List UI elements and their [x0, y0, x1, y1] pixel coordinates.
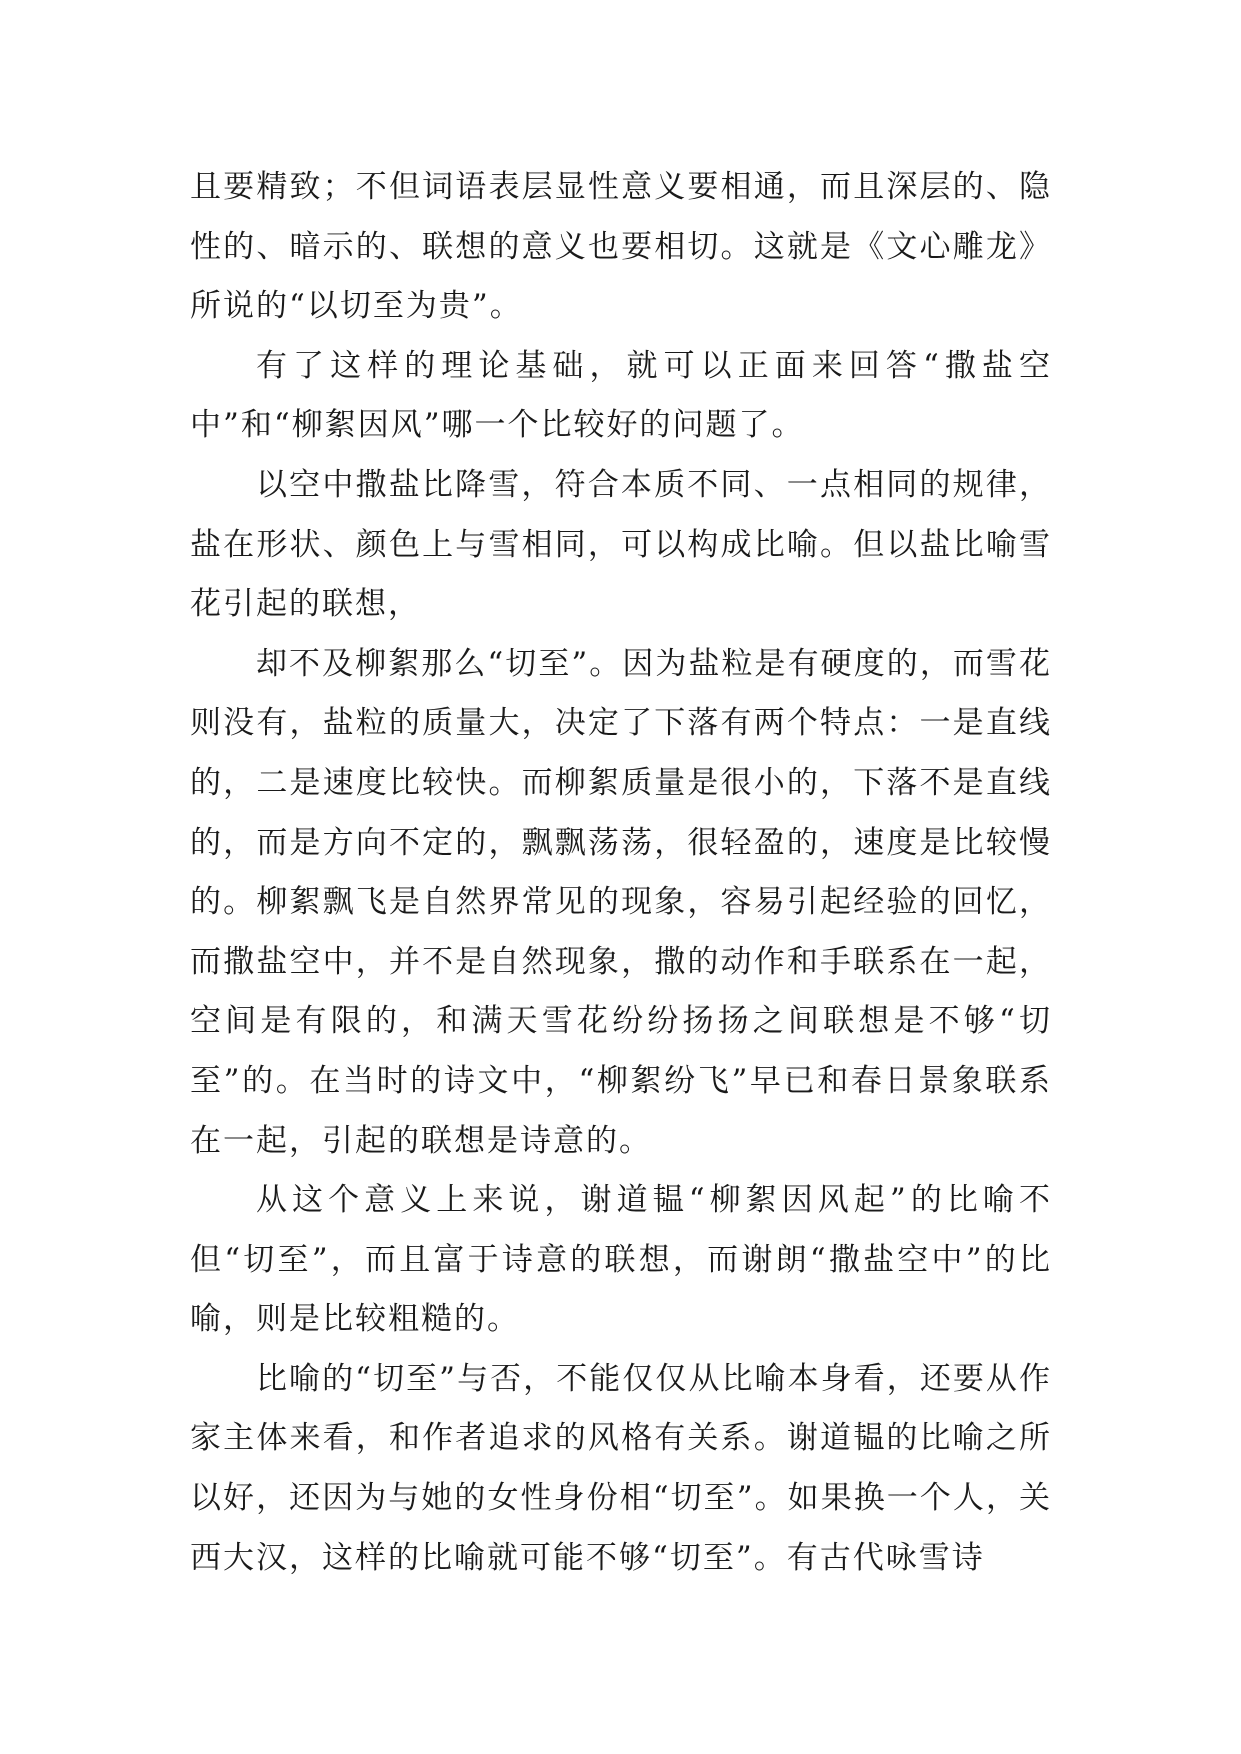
paragraph-1: 且要精致；不但词语表层显性意义要相通，而且深层的、隐性的、暗示的、联想的意义也要相切。这就是《文心雕龙》所说的“以切至为贵”。: [190, 169, 1052, 325]
paragraph-3: 以空中撒盐比降雪，符合本质不同、一点相同的规律，盐在形状、颜色上与雪相同，可以构成比喻。但以盐比喻雪花引起的联想，: [190, 466, 1052, 623]
body-text: [190, 158, 1052, 1588]
paragraph-6: 比喻的“切至”与否，不能仅仅从比喻本身看，还要从作家主体来看，和作者追求的风格有关系。谢道韫的比喻之所以好，还因为与她的女性身份相“切至”。如果换一个人，关西大汉，这样的比喻就可能不够“切至”。有古代咏雪诗: [190, 1360, 1052, 1576]
paragraph-4: 却不及柳絮那么“切至”。因为盐粒是有硬度的，而雪花则没有，盐粒的质量大，决定了下落有两个特点：一是直线的，二是速度比较快。而柳絮质量是很小的，下落不是直线的，而是方向不定的，飘飘荡荡，很轻盈的，速度是比较慢的。柳絮飘飞是自然界常见的现象，容易引起经验的回忆，而撒盐空中，并不是自然现象，撒的动作和手联系在一起，空间是有限的，和满天雪花纷纷扬扬之间联想是不够“切至”的。在当时的诗文中，“柳絮纷飞”早已和春日景象联系在一起，引起的联想是诗意的。: [190, 645, 1052, 1159]
paragraph-5: 从这个意义上来说，谢道韫“柳絮因风起”的比喻不但“切至”，而且富于诗意的联想，而谢朗“撒盐空中”的比喻，则是比较粗糙的。: [190, 1182, 1052, 1338]
paragraph-2: 有了这样的理论基础，就可以正面来回答“撒盐空中”和“柳絮因风”哪一个比较好的问题了。: [190, 347, 1052, 444]
